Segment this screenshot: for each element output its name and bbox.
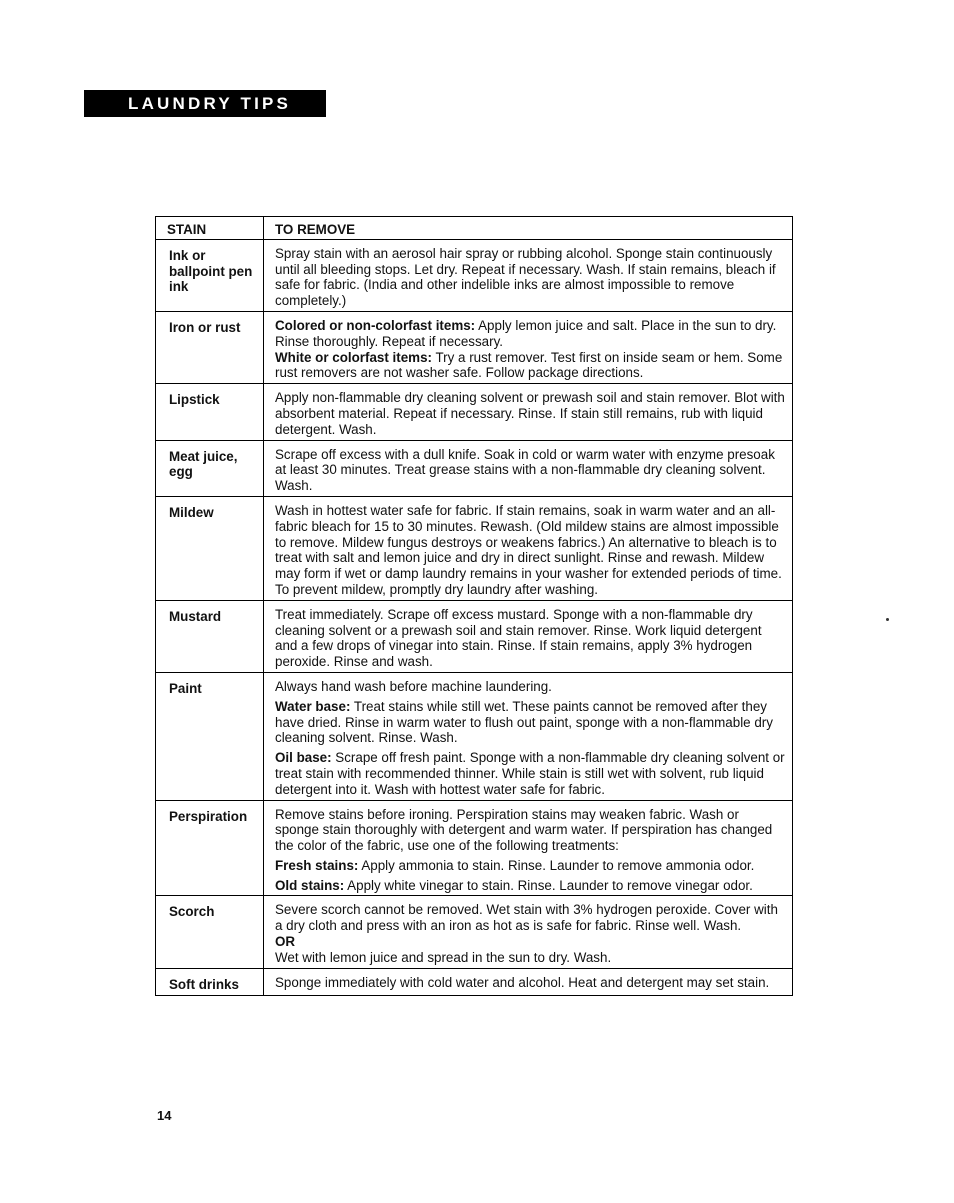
instruction-paragraph [275,503,786,598]
instruction-text: Spray stain with an aerosol hair spray or rubbing alcohol. Sponge stain continuously until all bleeding stops. Let dry. Repeat if necessary. Wash. If stain remains, bleach if safe for fabric. (India and other indelible inks are almost impossible to remove completely.) [275,245,776,309]
instruction-text: Apply non-flammable dry cleaning solvent or prewash soil and stain remover. Blot with absorbent material. Repeat if necessary. Rinse. If stain still remains, rub with liquid detergent. Wash. [275,390,785,437]
removal-instructions [264,311,793,383]
table-row [156,311,793,383]
stain-name: Iron or rust [156,311,264,383]
table-row [156,896,793,968]
instruction-text: Apply ammonia to stain. Rinse. Launder to remove ammonia odor. [358,857,755,873]
removal-instructions [264,440,793,496]
page-number: 14 [157,1108,172,1123]
instruction-lead: Water base: [275,698,351,714]
instruction-paragraph [275,902,786,934]
instruction-lead: Colored or non-colorfast items: [275,317,476,333]
stain-name: Lipstick [156,384,264,440]
instruction-lead: Old stains: [275,877,345,893]
table-row [156,968,793,996]
instruction-paragraph [275,607,786,670]
instruction-paragraph [275,858,786,874]
instruction-paragraph [275,750,786,797]
stain-name: Mildew [156,496,264,600]
instruction-lead: White or colorfast items: [275,349,432,365]
header-to-remove: TO REMOVE [264,217,793,240]
instruction-text: Sponge immediately with cold water and alcohol. Heat and detergent may set stain. [275,974,770,990]
table-row [156,600,793,672]
instruction-lead: OR [275,934,296,950]
table-row [156,384,793,440]
instruction-text: Treat stains while still wet. These paints cannot be removed after they have dried. Rinse in warm water to flush out paint, sponge with a non-flammable dry cleaning solvent. Rinse. Wash. [275,698,773,746]
removal-instructions [264,672,793,800]
instruction-text: Wash in hottest water safe for fabric. If stain remains, soak in warm water and an all-fabric bleach for 15 to 30 minutes. Rewash. (Old mildew stains are almost impossible to remove. Mildew fungus destroys or weakens fabrics.) An alternative to bleach is to treat with salt and lemon juice and dry in direct sunlight. Rinse and rewash. Mildew may form if wet or damp laundry remains in your washer for extended periods of time. To prevent mildew, promptly dry laundry after washing. [275,502,782,597]
removal-instructions [264,384,793,440]
stain-name: Meat juice, egg [156,440,264,496]
instruction-paragraph [275,878,786,894]
instruction-text: Try a rust remover. Test first on inside seam or hem. Some rust removers are not washer safe. Follow package directions. [275,349,783,381]
instruction-text: Severe scorch cannot be removed. Wet stain with 3% hydrogen peroxide. Cover with a dry cloth and press with an iron as hot as is safe for fabric. Rinse well. Wash. [275,902,778,934]
instruction-text: Apply white vinegar to stain. Rinse. Launder to remove vinegar odor. [344,877,753,893]
instruction-paragraph [275,975,786,991]
table-body [156,239,793,996]
instruction-text: Scrape off fresh paint. Sponge with a non-flammable dry cleaning solvent or treat stain with recommended thinner. While stain is still wet with solvent, rub liquid detergent into it. Wash with hottest water safe for fabric. [275,750,785,797]
instruction-text: Always hand wash before machine laundering. [275,678,552,694]
table-row [156,672,793,800]
instruction-paragraph [275,679,786,695]
instruction-paragraph [275,447,786,494]
stain-name: Ink or ballpoint pen ink [156,239,264,311]
stain-name: Mustard [156,600,264,672]
instruction-text: Remove stains before ironing. Perspiration stains may weaken fabric. Wash or sponge stain thoroughly with detergent and warm water. If perspiration has changed the color of the fabric, use one of the following treatments: [275,806,773,854]
header-stain: STAIN [156,217,264,240]
instruction-paragraph [275,807,786,854]
instruction-paragraph [275,246,786,309]
instruction-paragraph [275,318,786,350]
instruction-text: Treat immediately. Scrape off excess mustard. Sponge with a non-flammable dry cleaning solvent or a prewash soil and stain remover. Rinse. Work liquid detergent and a few drops of vinegar into stain. Rinse. If stain remains, apply 3% hydrogen peroxide. Rinse and wash. [275,606,762,670]
removal-instructions [264,239,793,311]
instruction-paragraph [275,350,786,382]
instruction-paragraph [275,934,786,950]
stray-dot [886,618,889,621]
table-header-row [156,217,793,240]
stain-name: Paint [156,672,264,800]
banner-title: LAUNDRY TIPS [128,94,292,113]
instruction-lead: Fresh stains: [275,857,359,873]
section-banner [84,90,326,117]
stain-name: Scorch [156,896,264,968]
stain-removal-table [155,216,793,996]
instruction-paragraph [275,390,786,437]
stain-name: Perspiration [156,800,264,896]
stain-name: Soft drinks [156,968,264,996]
table-row [156,800,793,896]
instruction-text: Apply lemon juice and salt. Place in the sun to dry. Rinse thoroughly. Repeat if necessary. [275,317,777,349]
instruction-paragraph [275,950,786,966]
removal-instructions [264,496,793,600]
removal-instructions [264,600,793,672]
removal-instructions [264,800,793,896]
table-row [156,239,793,311]
instruction-lead: Oil base: [275,750,332,766]
table-row [156,440,793,496]
removal-instructions [264,968,793,996]
instruction-text: Wet with lemon juice and spread in the sun to dry. Wash. [275,949,612,965]
instruction-paragraph [275,699,786,746]
removal-instructions [264,896,793,968]
table-row [156,496,793,600]
instruction-text: Scrape off excess with a dull knife. Soak in cold or warm water with enzyme presoak at least 30 minutes. Treat grease stains with a non-flammable dry cleaning solvent. Wash. [275,446,775,494]
